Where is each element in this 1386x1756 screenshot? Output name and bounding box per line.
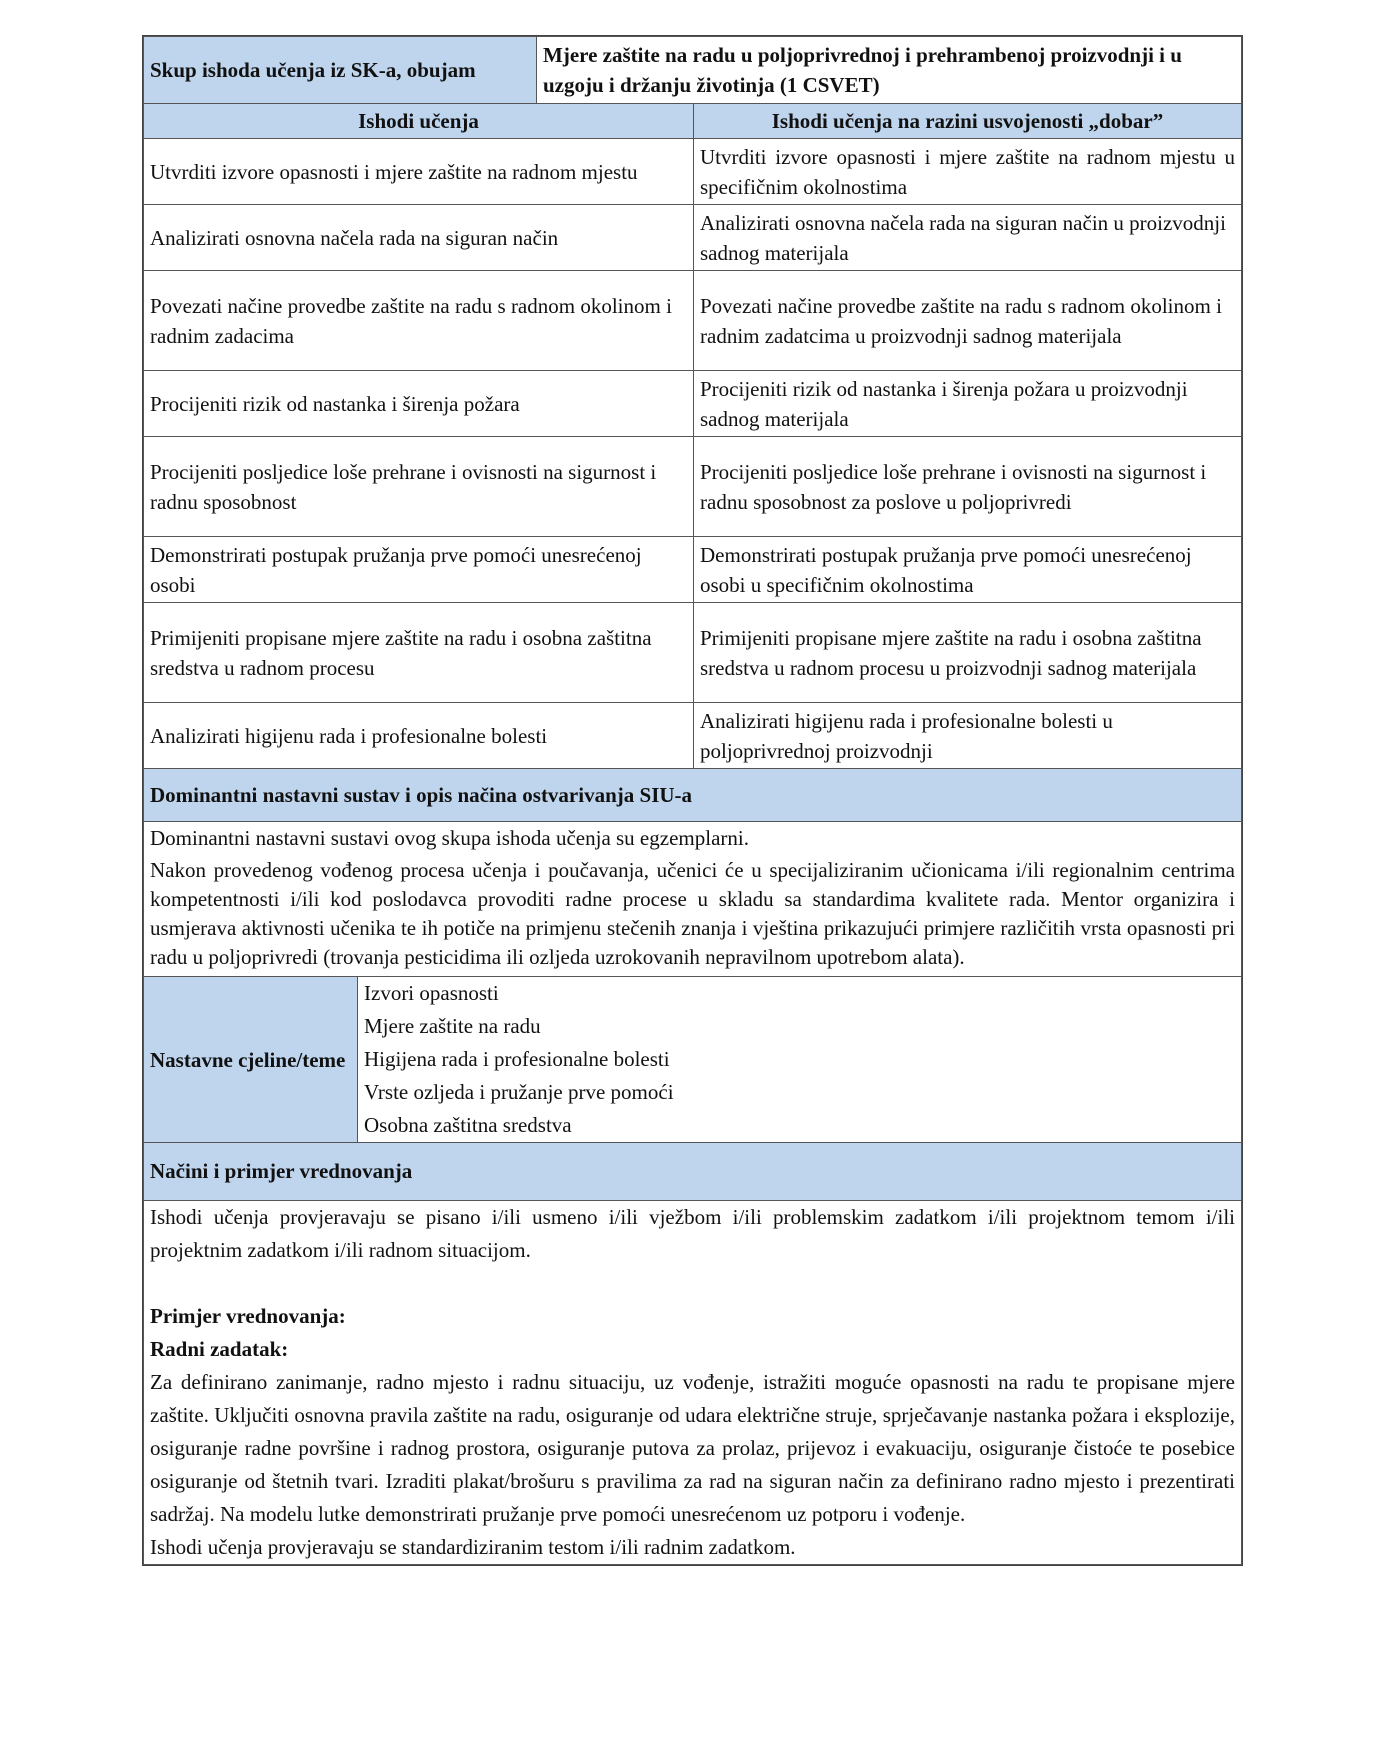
outcome-cell: Utvrditi izvore opasnosti i mjere zaštite na radnom mjestu bbox=[144, 139, 694, 205]
evaluation-table bbox=[143, 1142, 1242, 1565]
outcome-cell: Primijeniti propisane mjere zaštite na radu i osobna zaštitna sredstva u radnom procesu bbox=[144, 603, 694, 703]
topic-item: Vrste ozljeda i pružanje prve pomoći bbox=[364, 1080, 674, 1104]
column-header-outcomes: Ishodi učenja bbox=[144, 104, 694, 139]
outcome-good-cell: Analizirati higijenu rada i profesionalne bolesti u poljoprivrednoj proizvodnji bbox=[694, 703, 1242, 769]
outcome-cell: Procijeniti rizik od nastanka i širenja požara bbox=[144, 371, 694, 437]
outcome-cell: Povezati načine provedbe zaštite na radu s radnom okolinom i radnim zadacima bbox=[144, 271, 694, 371]
teaching-system-table bbox=[143, 768, 1242, 977]
topic-item: Higijena rada i profesionalne bolesti bbox=[364, 1047, 670, 1071]
evaluation-intro: Ishodi učenja provjeravaju se pisano i/ili usmeno i/ili vježbom i/ili problemskim zadatkom i/ili projektnom temom i/ili projektnim zadatkom i/ili radnom situacijom. bbox=[150, 1205, 1235, 1262]
topics-table bbox=[143, 976, 1242, 1143]
teaching-system-paragraph: Nakon provedenog vođenog procesa učenja i poučavanja, učenici će u specijaliziranim učionicama i/ili regionalnim centrima kompetentnosti i/ili kod poslodavca provoditi radne procese u skladu sa standardima kvalitete rada. Mentor organizira i usmjerava aktivnosti učenika te ih potiče na primjenu stečenih znanja i vještina prikazujući primjere različitih vrsta opasnosti pri radu u poljoprivredi (trovanja pesticidima ili ozljeda uzrokovanih nepravilnom upotrebom alata). bbox=[150, 858, 1235, 969]
outcome-row bbox=[144, 271, 1242, 371]
outcome-good-cell: Povezati načine provedbe zaštite na radu s radnom okolinom i radnim zadatcima u proizvodnji sadnog materijala bbox=[694, 271, 1242, 371]
outcome-row bbox=[144, 703, 1242, 769]
outcome-row bbox=[144, 205, 1242, 271]
outcome-row bbox=[144, 537, 1242, 603]
learning-outcomes-set-label: Skup ishoda učenja iz SK-a, obujam bbox=[144, 37, 537, 104]
outcome-row bbox=[144, 371, 1242, 437]
outcome-row bbox=[144, 139, 1242, 205]
outcome-good-cell: Procijeniti rizik od nastanka i širenja požara u proizvodnji sadnog materijala bbox=[694, 371, 1242, 437]
topic-item: Osobna zaštitna sredstva bbox=[364, 1113, 572, 1137]
title-table bbox=[143, 36, 1242, 104]
evaluation-heading: Načini i primjer vrednovanja bbox=[144, 1143, 1242, 1201]
column-header-good-level: Ishodi učenja na razini usvojenosti „dobar” bbox=[694, 104, 1242, 139]
outcome-good-cell: Utvrditi izvore opasnosti i mjere zaštite na radnom mjestu u specifičnim okolnostima bbox=[694, 139, 1242, 205]
evaluation-content bbox=[144, 1201, 1242, 1565]
teaching-system-description bbox=[144, 822, 1242, 977]
topics-list bbox=[358, 977, 1242, 1143]
module-title: Mjere zaštite na radu u poljoprivrednoj i prehrambenoj proizvodnji i u uzgoju i držanju životinja (1 CSVET) bbox=[537, 37, 1242, 104]
curriculum-document bbox=[142, 35, 1243, 1566]
evaluation-closing: Ishodi učenja provjeravaju se standardiziranim testom i/ili radnim zadatkom. bbox=[150, 1535, 796, 1559]
outcome-good-cell: Primijeniti propisane mjere zaštite na radu i osobna zaštitna sredstva u radnom procesu u proizvodnji sadnog materijala bbox=[694, 603, 1242, 703]
task-heading: Radni zadatak: bbox=[150, 1337, 289, 1361]
outcome-cell: Demonstrirati postupak pružanja prve pomoći unesrećenoj osobi bbox=[144, 537, 694, 603]
outcome-cell: Analizirati higijenu rada i profesionalne bolesti bbox=[144, 703, 694, 769]
outcome-cell: Procijeniti posljedice loše prehrane i ovisnosti na sigurnost i radnu sposobnost bbox=[144, 437, 694, 537]
teaching-system-heading: Dominantni nastavni sustav i opis načina ostvarivanja SIU-a bbox=[144, 769, 1242, 822]
outcome-good-cell: Analizirati osnovna načela rada na siguran način u proizvodnji sadnog materijala bbox=[694, 205, 1242, 271]
teaching-system-paragraph: Dominantni nastavni sustavi ovog skupa ishoda učenja su egzemplarni. bbox=[150, 826, 749, 850]
outcome-good-cell: Procijeniti posljedice loše prehrane i ovisnosti na sigurnost i radnu sposobnost za poslove u poljoprivredi bbox=[694, 437, 1242, 537]
topic-item: Izvori opasnosti bbox=[364, 981, 499, 1005]
outcome-cell: Analizirati osnovna načela rada na siguran način bbox=[144, 205, 694, 271]
evaluation-example-heading: Primjer vrednovanja: bbox=[150, 1304, 346, 1328]
outcome-good-cell: Demonstrirati postupak pružanja prve pomoći unesrećenoj osobi u specifičnim okolnostima bbox=[694, 537, 1242, 603]
spacer bbox=[150, 1267, 1235, 1300]
task-text: Za definirano zanimanje, radno mjesto i radnu situaciju, uz vođenje, istražiti moguće opasnosti na radu te propisane mjere zaštite. Uključiti osnovna pravila zaštite na radu, osiguranje od udara električne struje, sprječavanje nastanka požara i eksplozije, osiguranje radne površine i radnog prostora, osiguranje putova za prolaz, prijevoz i evakuaciju, osiguranje čistoće te posebice osiguranje od štetnih tvari. Izraditi plakat/brošuru s pravilima za rad na siguran način za definirano radno mjesto i prezentirati sadržaj. Na modelu lutke demonstrirati pružanje prve pomoći unesrećenom uz potporu i vođenje. bbox=[150, 1370, 1235, 1526]
outcome-row bbox=[144, 437, 1242, 537]
outcomes-table bbox=[143, 103, 1242, 769]
topic-item: Mjere zaštite na radu bbox=[364, 1014, 541, 1038]
outcome-row bbox=[144, 603, 1242, 703]
topics-label: Nastavne cjeline/teme bbox=[144, 977, 358, 1143]
